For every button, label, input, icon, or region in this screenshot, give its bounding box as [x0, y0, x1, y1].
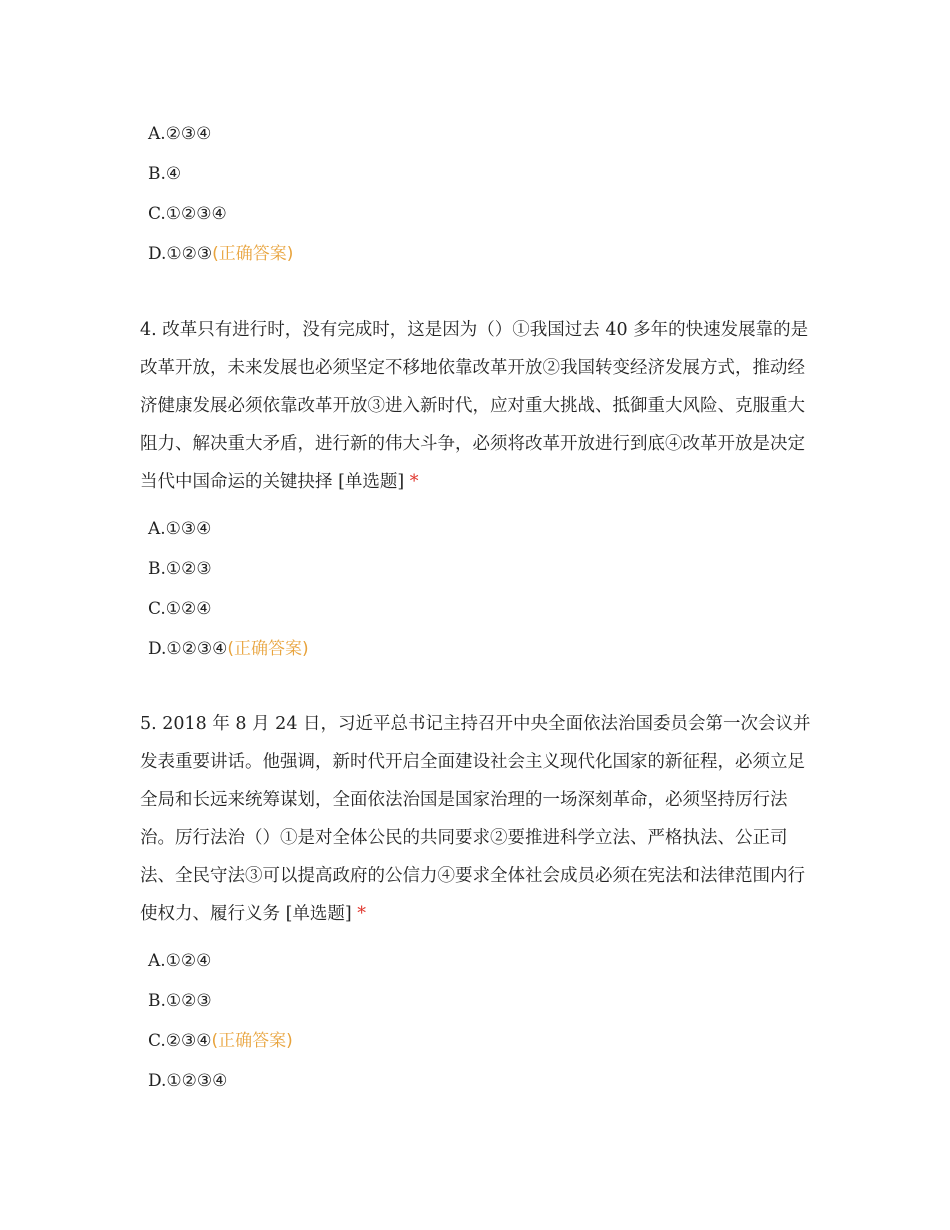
- option-text: C.②③④: [148, 1031, 212, 1051]
- option-c[interactable]: [148, 1021, 828, 1061]
- required-mark: *: [409, 472, 419, 492]
- option-a[interactable]: [148, 114, 828, 154]
- option-d[interactable]: [148, 629, 828, 669]
- question-5: [140, 705, 820, 933]
- option-text: A.①②④: [148, 951, 212, 971]
- option-text: C.①②③④: [148, 204, 227, 224]
- option-text: C.①②④: [148, 599, 212, 619]
- option-text: D.①②③: [148, 244, 213, 264]
- option-a[interactable]: [148, 509, 828, 549]
- option-c[interactable]: [148, 194, 828, 234]
- question-text: 4. 改革只有进行时，没有完成时，这是因为（）①我国过去 40 多年的快速发展靠的是改革开放，未来发展也必须坚定不移地依靠改革开放②我国转变经济发展方式，推动经济健康发展必须依靠改革开放③进入新时代，应对重大挑战、抵御重大风险、克服重大阻力、解决重大矛盾，进行新的伟大斗争，必须将改革开放进行到底④改革开放是决定当代中国命运的关键抉择: [140, 320, 809, 492]
- option-text: A.①③④: [148, 519, 212, 539]
- option-text: D.①②③④: [148, 639, 228, 659]
- question-text: 5. 2018 年 8 月 24 日，习近平总书记主持召开中央全面依法治国委员会第一次会议并发表重要讲话。他强调，新时代开启全面建设社会主义现代化国家的新征程，必须立足全局和长远来统筹谋划，全面依法治国是国家治理的一场深刻革命，必须坚持厉行法治。厉行法治（）①是对全体公民的共同要求②要推进科学立法、严格执法、公正司法、全民守法③可以提高政府的公信力④要求全体社会成员必须在宪法和法律范围内行使权力、履行义务: [140, 714, 811, 924]
- option-text: B.①②③: [148, 559, 212, 579]
- q3-options: [148, 114, 828, 274]
- option-text: B.①②③: [148, 991, 212, 1011]
- option-d[interactable]: [148, 234, 828, 274]
- option-text: A.②③④: [148, 124, 212, 144]
- option-b[interactable]: [148, 981, 828, 1021]
- correct-answer-label: (正确答案): [212, 244, 294, 264]
- q5-options: [148, 941, 828, 1101]
- option-d[interactable]: [148, 1061, 828, 1101]
- question-type: [单选题]: [332, 472, 405, 492]
- option-text: B.④: [148, 164, 182, 184]
- option-b[interactable]: [148, 549, 828, 589]
- question-type: [单选题]: [280, 904, 352, 924]
- q4-options: [148, 509, 828, 669]
- option-text: D.①②③④: [148, 1071, 228, 1091]
- option-a[interactable]: [148, 941, 828, 981]
- correct-answer-label: (正确答案): [227, 639, 309, 659]
- question-4: [140, 311, 820, 501]
- required-mark: *: [357, 904, 367, 924]
- option-b[interactable]: [148, 154, 828, 194]
- option-c[interactable]: [148, 589, 828, 629]
- correct-answer-label: (正确答案): [211, 1031, 293, 1051]
